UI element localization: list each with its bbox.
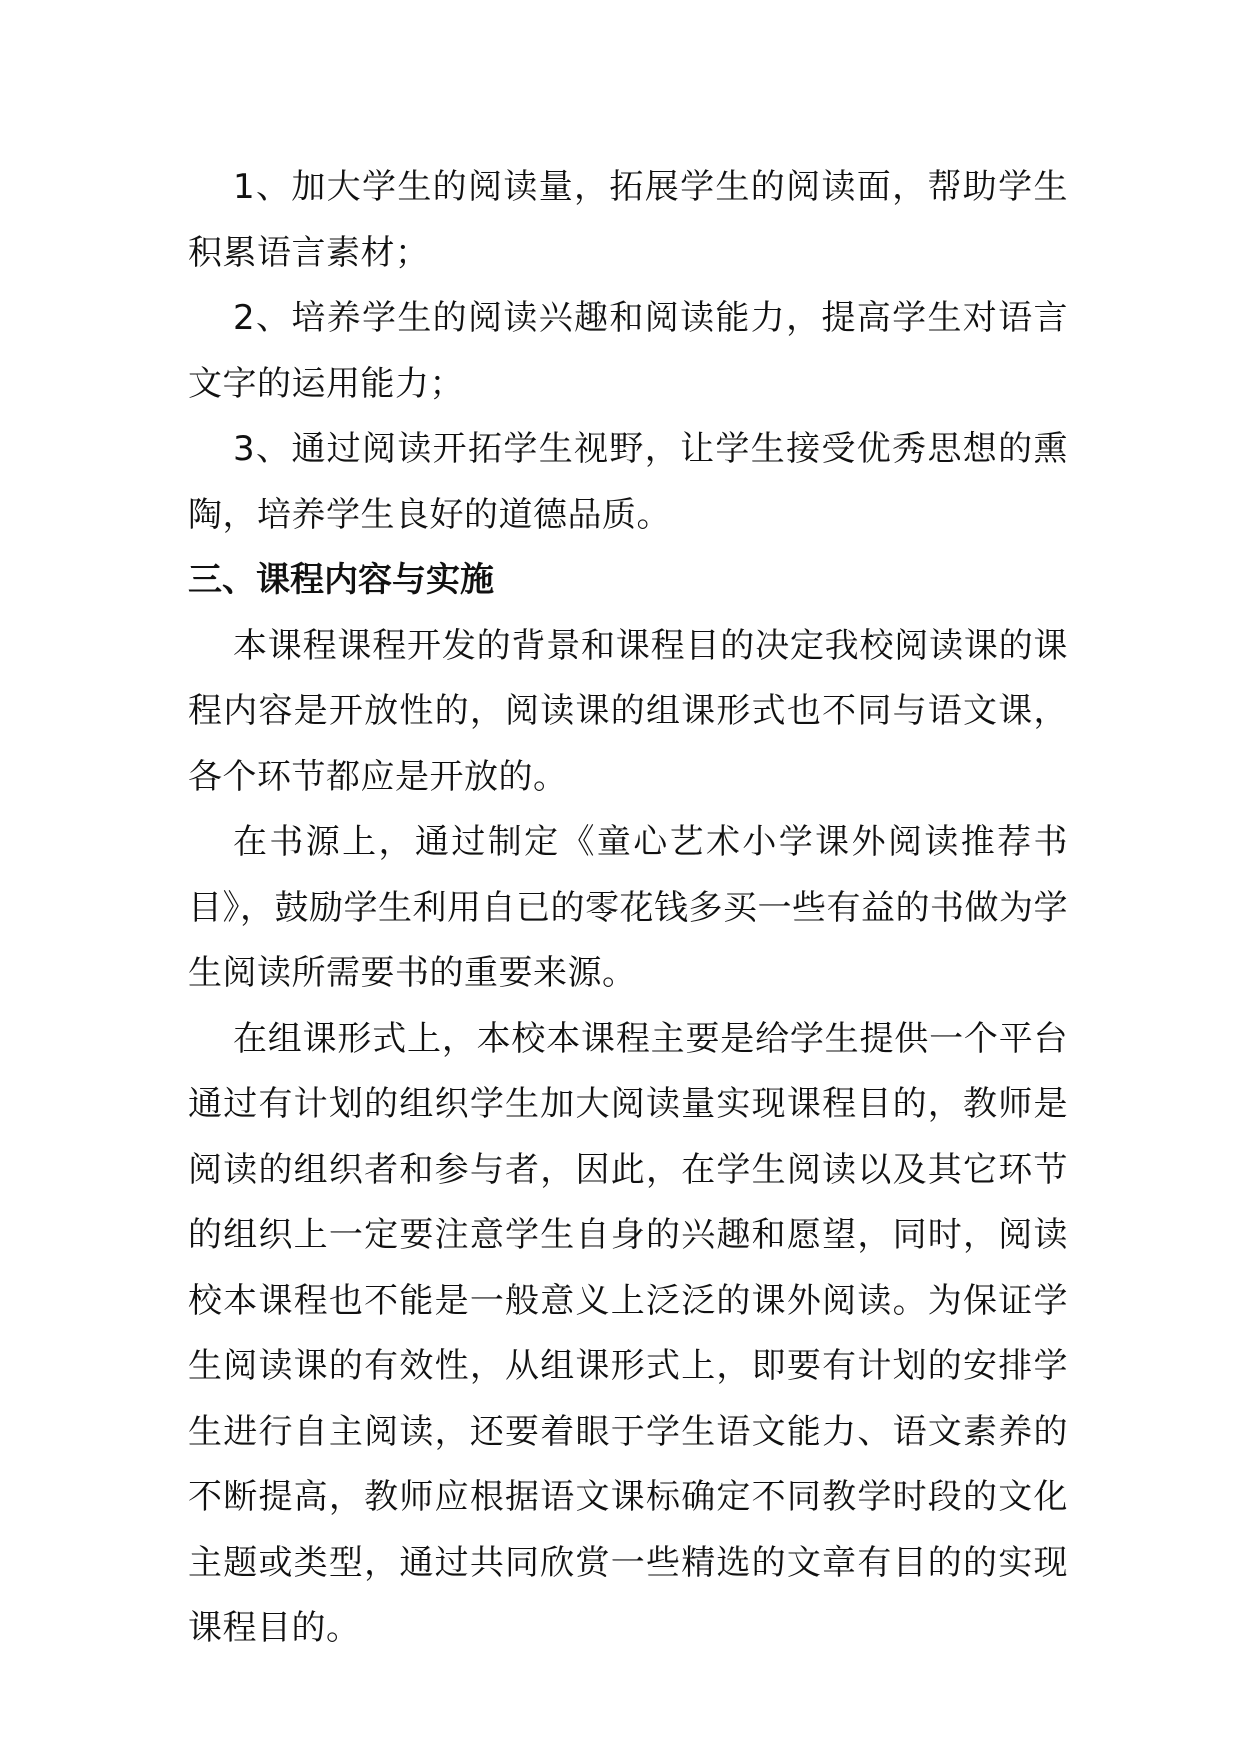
body-paragraph-2: 在书源上，通过制定《童心艺术小学课外阅读推荐书目》，鼓励学生利用自已的零花钱多买一些有益的书做为学生阅读所需要书的重要来源。 (188, 822, 1068, 993)
section-heading: 三、课程内容与实施 (188, 560, 494, 600)
goal-item-2: 2、培养学生的阅读兴趣和阅读能力，提高学生对语言文字的运用能力； (188, 298, 1068, 404)
document-content (188, 155, 1068, 1662)
goal-item-3: 3、通过阅读开拓学生视野，让学生接受优秀思想的熏陶，培养学生良好的道德品质。 (188, 429, 1068, 535)
goal-item-1: 1、加大学生的阅读量，拓展学生的阅读面，帮助学生积累语言素材； (188, 167, 1068, 273)
body-paragraph-3: 在组课形式上，本校本课程主要是给学生提供一个平台通过有计划的组织学生加大阅读量实现课程目的，教师是阅读的组织者和参与者，因此，在学生阅读以及其它环节的组织上一定要注意学生自身的兴趣和愿望，同时，阅读校本课程也不能是一般意义上泛泛的课外阅读。为保证学生阅读课的有效性，从组课形式上，即要有计划的安排学生进行自主阅读，还要着眼于学生语文能力、语文素养的不断提高，教师应根据语文课标确定不同教学时段的文化主题或类型，通过共同欣赏一些精选的文章有目的的实现课程目的。 (188, 1018, 1068, 1648)
body-paragraph-1: 本课程课程开发的背景和课程目的决定我校阅读课的课程内容是开放性的，阅读课的组课形式也不同与语文课，各个环节都应是开放的。 (188, 625, 1068, 797)
